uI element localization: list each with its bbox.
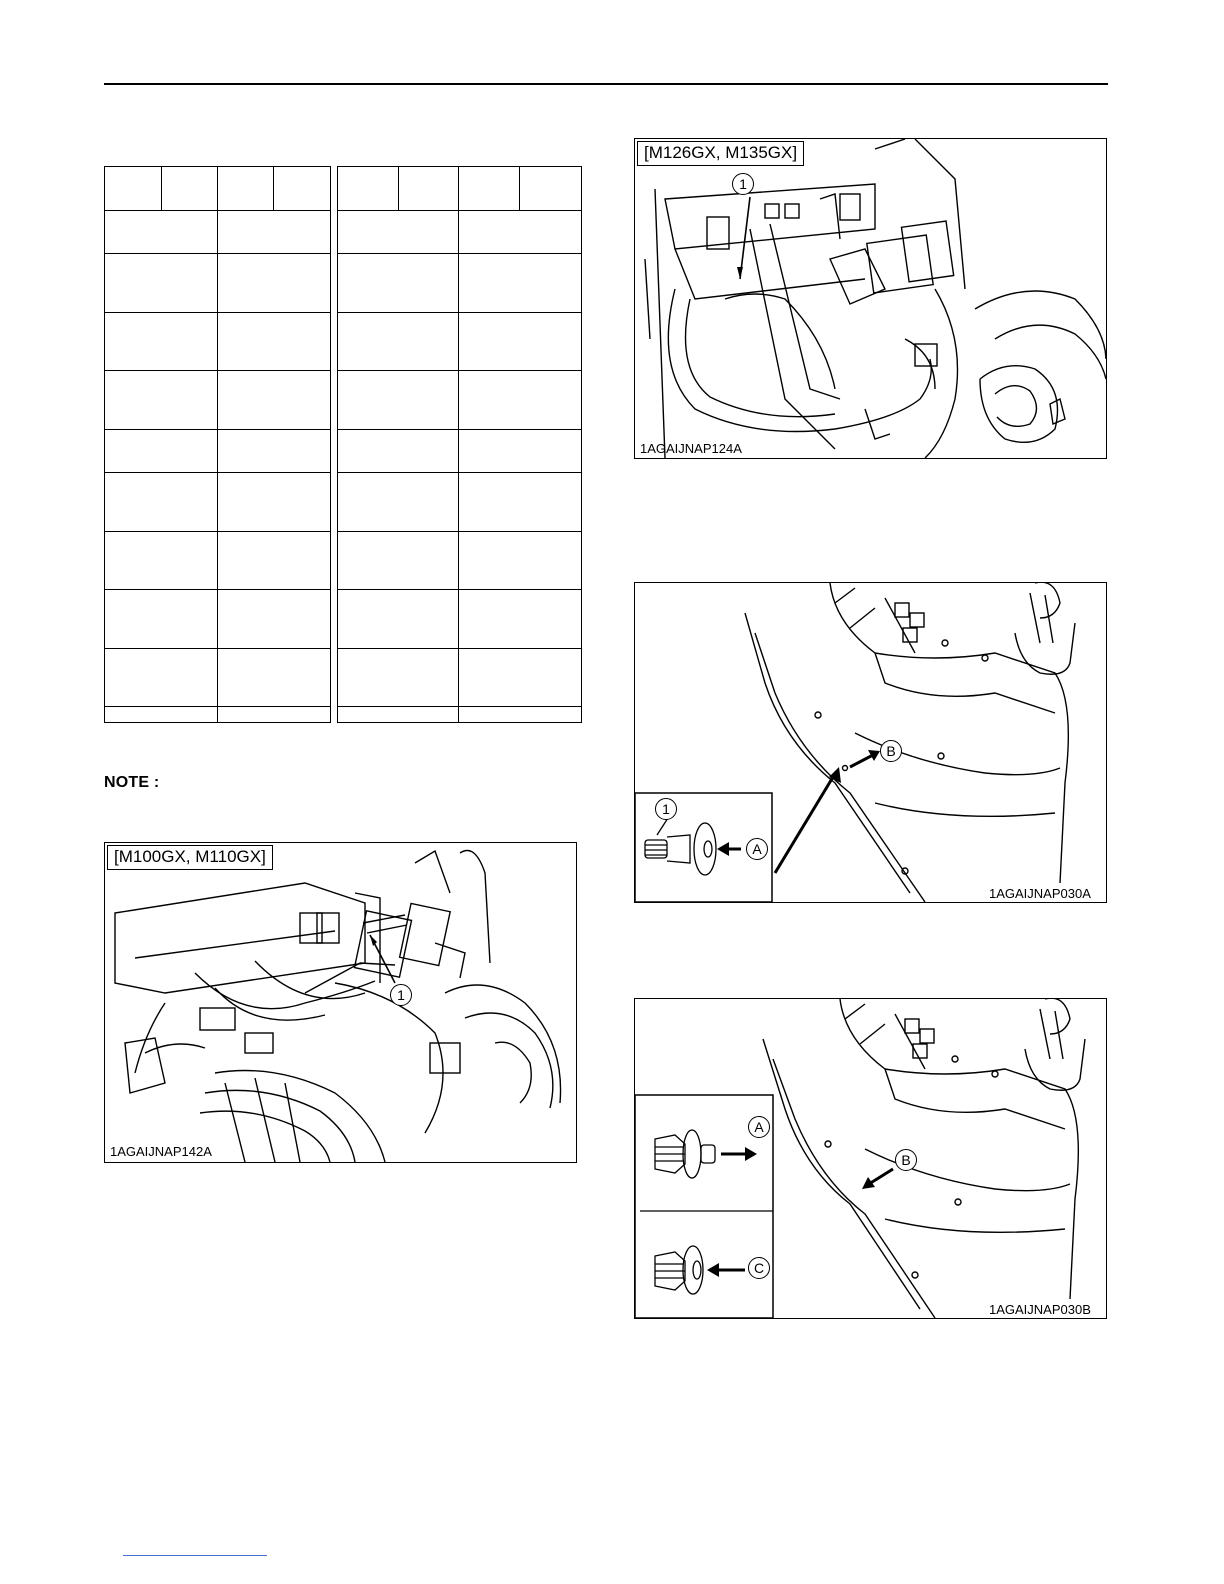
table-cell (459, 313, 582, 371)
table-cell (105, 532, 218, 590)
table-cell (399, 167, 459, 211)
table-cell (338, 430, 459, 473)
table-cell (274, 167, 331, 211)
right-table (337, 166, 582, 723)
table-cell (105, 167, 162, 211)
arrow-b (869, 1169, 893, 1184)
table-cell (218, 313, 331, 371)
table-cell (459, 707, 582, 723)
figure-code: 1AGAIJNAP030A (989, 886, 1091, 901)
arrow-pointer (775, 777, 833, 873)
table-cell (105, 254, 218, 313)
table-cell (105, 313, 218, 371)
table-cell (338, 371, 459, 430)
table-cell (459, 649, 582, 707)
callout-b: B (895, 1149, 917, 1171)
table-cell (459, 167, 520, 211)
figure-clip-install (634, 998, 1107, 1319)
table-cell (105, 649, 218, 707)
table-cell (218, 167, 274, 211)
table-cell (459, 590, 582, 649)
table-cell (218, 371, 331, 430)
table-cell (459, 430, 582, 473)
callout-leader (740, 197, 750, 279)
table-cell (218, 532, 331, 590)
callout-c: C (748, 1257, 770, 1279)
table-cell (218, 254, 331, 313)
table-cell (218, 473, 331, 532)
figure-clip-removal (634, 582, 1107, 903)
figure-m100gx (104, 842, 577, 1163)
header-rule (104, 83, 1108, 85)
callout-1: 1 (732, 173, 754, 195)
figure-tag: [M100GX, M110GX] (107, 845, 273, 870)
table-cell (218, 211, 331, 254)
table-cell (459, 473, 582, 532)
figure-code: 1AGAIJNAP030B (989, 1302, 1091, 1317)
figure-clip-removal-drawing (635, 583, 1106, 902)
table-cell (105, 707, 218, 723)
footer-link-underline (123, 1555, 267, 1556)
table-cell (338, 313, 459, 371)
left-table (104, 166, 331, 723)
table-cell (218, 430, 331, 473)
arrow-b (850, 755, 873, 767)
table-cell (105, 590, 218, 649)
callout-a: A (748, 1116, 770, 1138)
table-cell (338, 590, 459, 649)
callout-1: 1 (390, 984, 412, 1006)
table-cell (338, 649, 459, 707)
table-cell (218, 590, 331, 649)
table-cell (218, 649, 331, 707)
table-cell (338, 473, 459, 532)
table-cell (338, 532, 459, 590)
figure-tag: [M126GX, M135GX] (637, 141, 804, 166)
table-cell (105, 211, 218, 254)
figure-m126gx-drawing (635, 139, 1106, 458)
figure-m126gx (634, 138, 1107, 459)
figure-code: 1AGAIJNAP142A (110, 1144, 212, 1159)
note-heading: NOTE : (104, 774, 160, 791)
table-cell (459, 211, 582, 254)
table-cell (459, 371, 582, 430)
figure-m100gx-drawing (105, 843, 576, 1162)
table-cell (459, 254, 582, 313)
table-cell (162, 167, 218, 211)
callout-1: 1 (655, 798, 677, 820)
figure-clip-install-drawing (635, 999, 1106, 1318)
table-cell (105, 371, 218, 430)
table-cell (105, 430, 218, 473)
table-cell (338, 211, 459, 254)
figure-code: 1AGAIJNAP124A (640, 441, 742, 456)
table-cell (105, 473, 218, 532)
callout-a: A (746, 838, 768, 860)
table-cell (218, 707, 331, 723)
table-cell (459, 532, 582, 590)
table-cell (338, 167, 399, 211)
table-cell (520, 167, 582, 211)
callout-b: B (880, 740, 902, 762)
table-cell (338, 254, 459, 313)
table-cell (338, 707, 459, 723)
